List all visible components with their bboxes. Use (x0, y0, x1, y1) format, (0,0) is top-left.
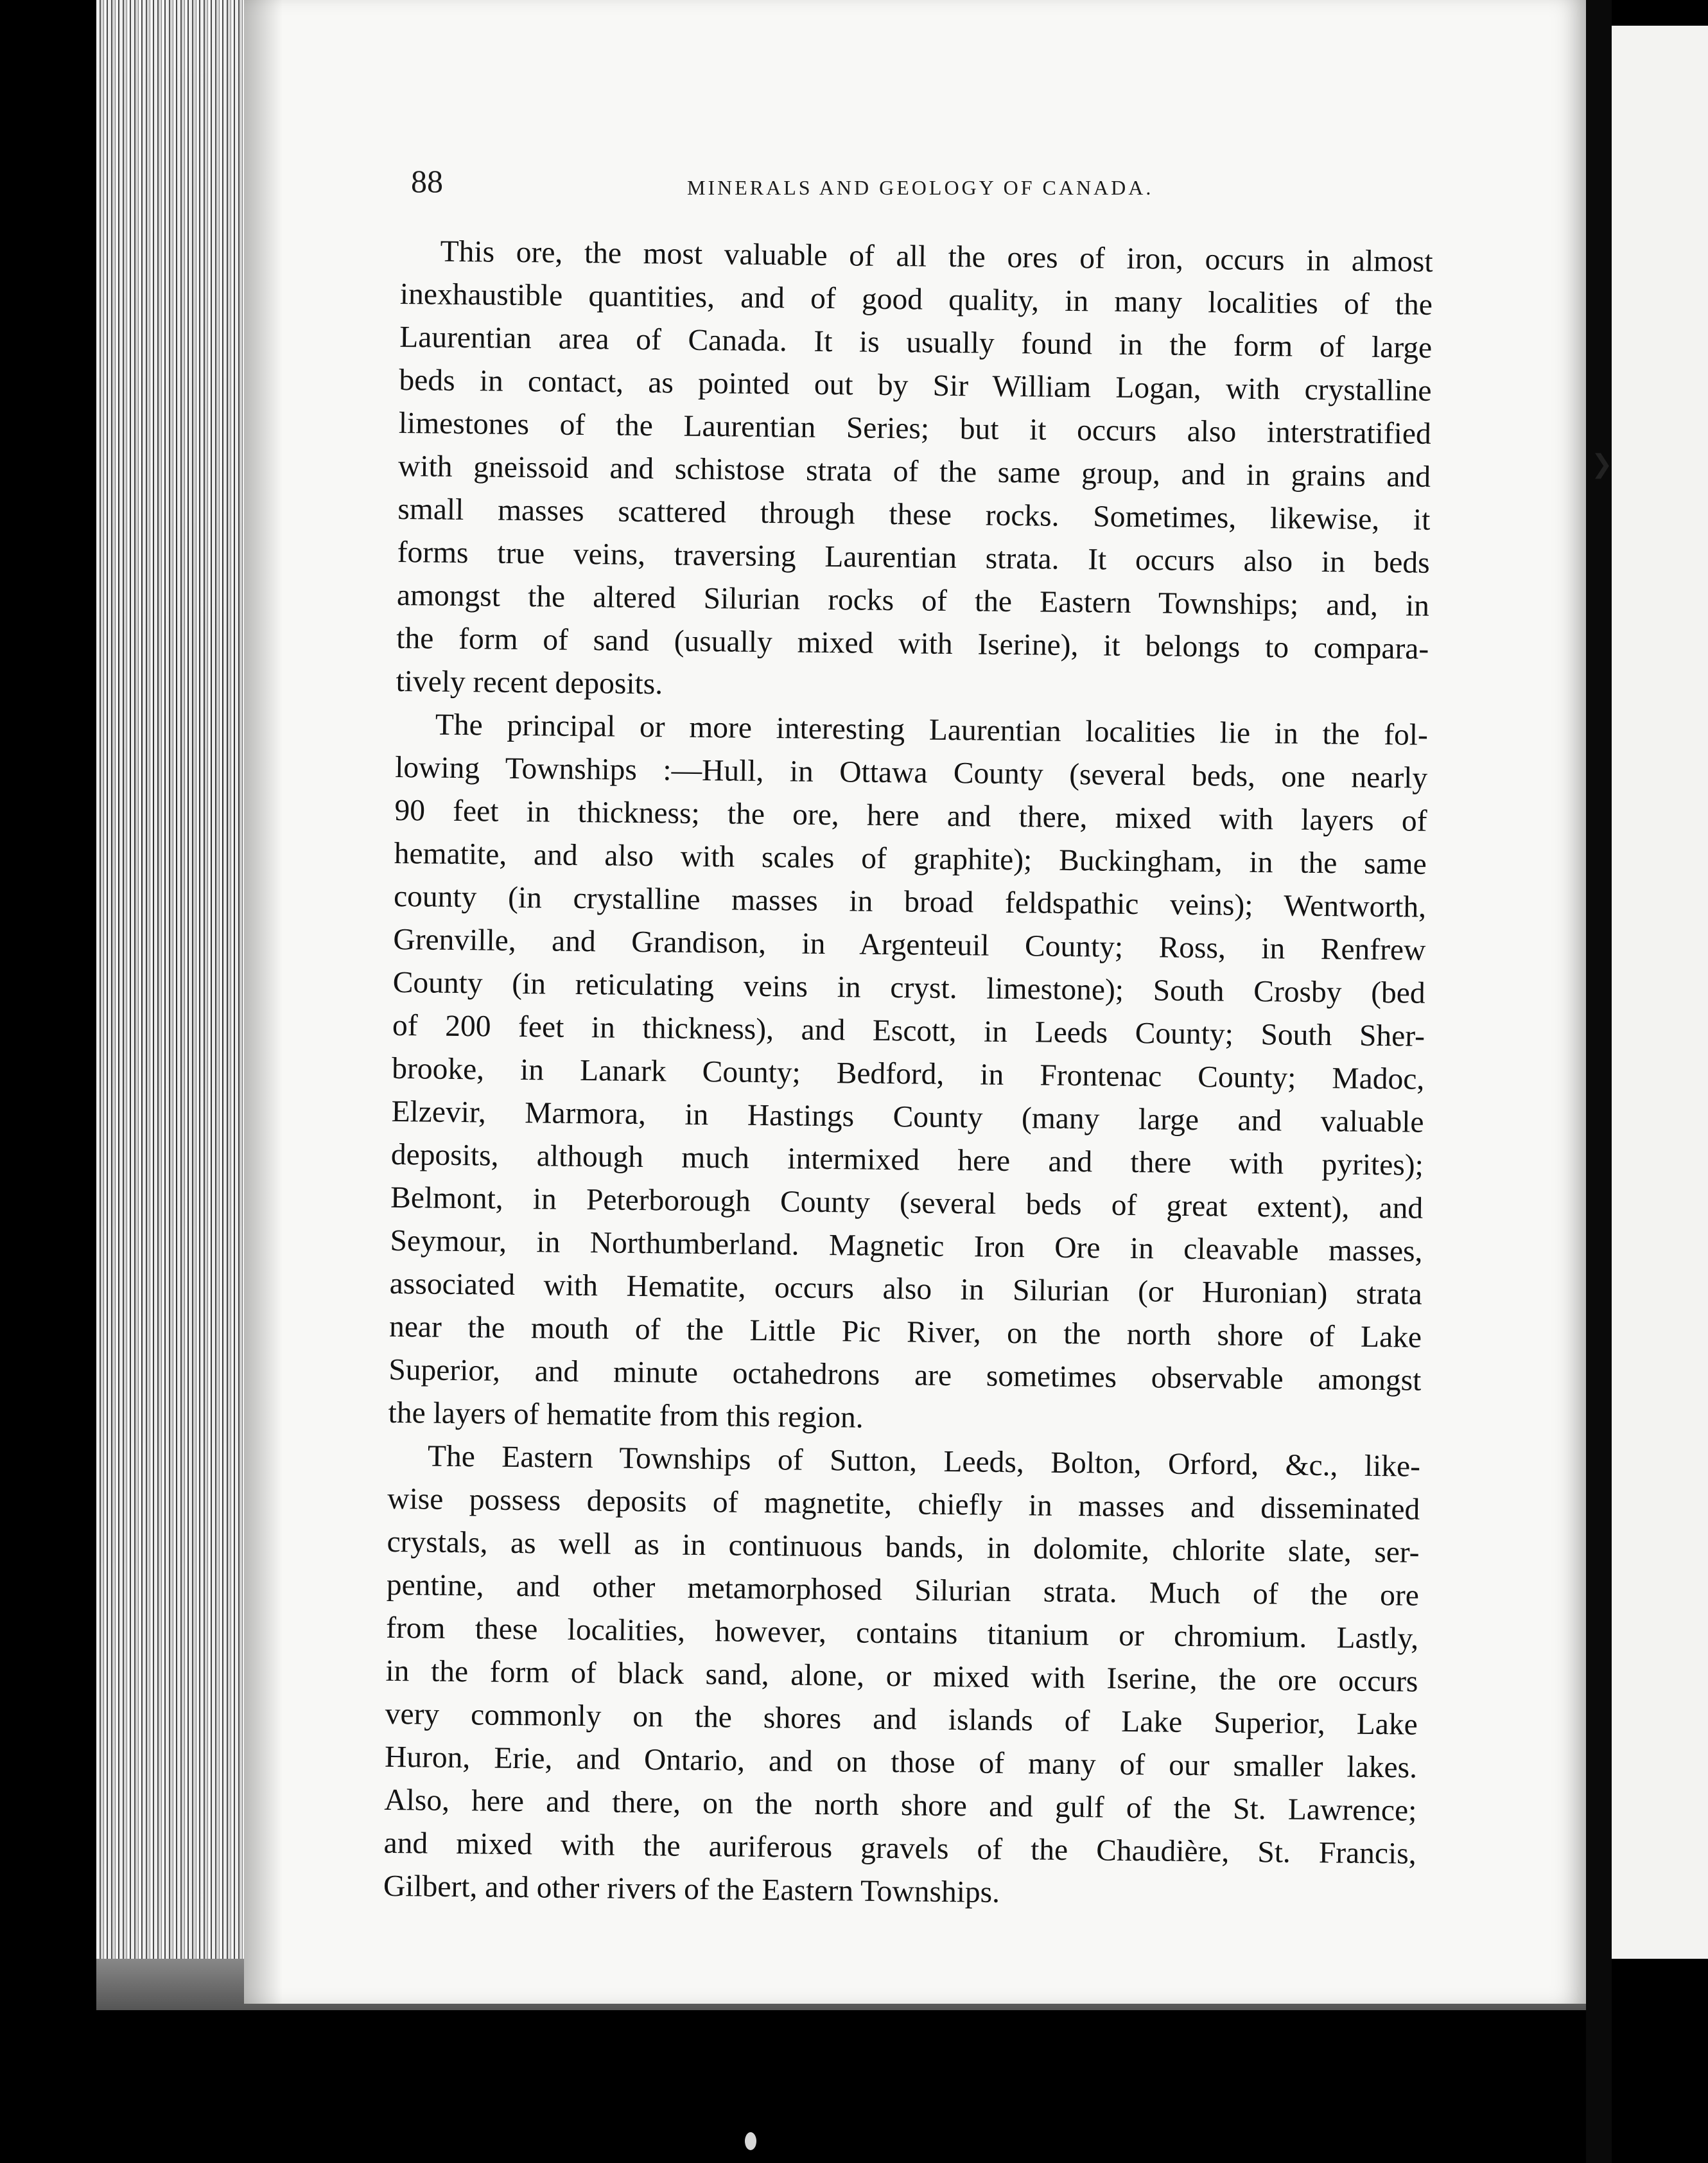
facing-page-edge (1612, 26, 1708, 1959)
page-stack-shading (96, 0, 244, 2010)
text-line: amongst the altered Silurian rocks of the Eastern Townships; and, in (396, 578, 1430, 623)
text-line: very commonly on the shores and islands of Lake Superior, Lake (385, 1697, 1418, 1742)
text-line: County (in reticulating veins in cryst. limestone); South Crosby (bed (392, 965, 1425, 1010)
text-line: pentine, and other metamorphosed Silurian strata. Much of the ore (386, 1568, 1420, 1613)
text-line: beds in contact, as pointed out by Sir William Logan, with crystalline (399, 363, 1432, 408)
binding-gap (1586, 0, 1612, 2163)
text-line: Superior, and minute octahedrons are sometimes observable amongst (388, 1353, 1422, 1397)
text-line: inexhaustible quantities, and of good quality, in many localities of the (399, 277, 1433, 322)
text-line: with gneissoid and schistose strata of the same group, and in grains and (397, 449, 1431, 494)
text-line: Huron, Erie, and Ontario, and on those of many of our smaller lakes. (384, 1740, 1418, 1785)
text-line: wise possess deposits of magnetite, chiefly in masses and disseminated (387, 1482, 1420, 1527)
text-line: Also, here and there, on the north shore and gulf of the St. Lawrence; (384, 1783, 1417, 1828)
text-line: This ore, the most valuable of all the ores of iron, occurs in almost (440, 234, 1433, 279)
text-line: tively recent deposits. (396, 664, 663, 701)
text-line: 90 feet in thickness; the ore, here and there, mixed with layers of (394, 793, 1427, 838)
text-line: deposits, although much intermixed here and there with pyrites); (390, 1137, 1424, 1182)
text-line: limestones of the Laurentian Series; but it occurs also interstratified (398, 406, 1432, 451)
text-line: crystals, as well as in continuous bands, in dolomite, chlorite slate, ser- (387, 1525, 1420, 1570)
text-line: and mixed with the auriferous gravels of the Chaudière, St. Francis, (383, 1826, 1416, 1871)
text-line: hematite, and also with scales of graphite); Buckingham, in the same (394, 836, 1427, 881)
scan-speck (745, 2132, 756, 2150)
text-line: The Eastern Townships of Sutton, Leeds, Bolton, Orford, &c., like- (427, 1439, 1421, 1484)
page-edge-mark-icon: ❯ (1591, 450, 1613, 479)
body-text (383, 230, 1433, 1919)
running-head-title: MINERALS AND GEOLOGY OF CANADA. (687, 176, 1154, 199)
text-line: Laurentian area of Canada. It is usually found in the form of large (399, 320, 1433, 365)
text-line: the layers of hematite from this region. (388, 1396, 864, 1435)
text-line: brooke, in Lanark County; Bedford, in Frontenac County; Madoc, (392, 1051, 1425, 1096)
text-line: Elzevir, Marmora, in Hastings County (many large and valuable (391, 1094, 1424, 1139)
text-line: in the form of black sand, alone, or mixed with Iserine, the ore occurs (385, 1654, 1418, 1699)
text-line: associated with Hematite, occurs also in Silurian (or Huronian) strata (389, 1266, 1423, 1311)
page-number: 88 (411, 163, 443, 199)
text-line: county (in crystalline masses in broad feldspathic veins); Wentworth, (393, 879, 1427, 924)
text-line: near the mouth of the Little Pic River, on the north shore of Lake (388, 1309, 1422, 1354)
text-line: Seymour, in Northumberland. Magnetic Iron Ore in cleavable masses, (390, 1223, 1423, 1268)
text-line: Grenville, and Grandison, in Argenteuil County; Ross, in Renfrew (393, 922, 1426, 967)
text-line: forms true veins, traversing Laurentian strata. It occurs also in beds (397, 535, 1430, 580)
text-line: Belmont, in Peterborough County (several beds of great extent), and (390, 1180, 1424, 1225)
text-line: of 200 feet in thickness), and Escott, in Leeds County; South Sher- (392, 1008, 1425, 1053)
text-line: Gilbert, and other rivers of the Eastern Townships. (383, 1869, 1000, 1909)
running-head (411, 162, 1194, 203)
text-line: The principal or more interesting Laurentian localities lie in the fol- (435, 708, 1429, 752)
text-line: lowing Townships :—Hull, in Ottawa County (several beds, one nearly (394, 750, 1428, 795)
text-line: from these localities, however, contains titanium or chromium. Lastly, (385, 1611, 1419, 1656)
text-line: the form of sand (usually mixed with Iserine), it belongs to compara- (396, 621, 1429, 666)
text-line: small masses scattered through these rocks. Sometimes, likewise, it (397, 492, 1431, 537)
